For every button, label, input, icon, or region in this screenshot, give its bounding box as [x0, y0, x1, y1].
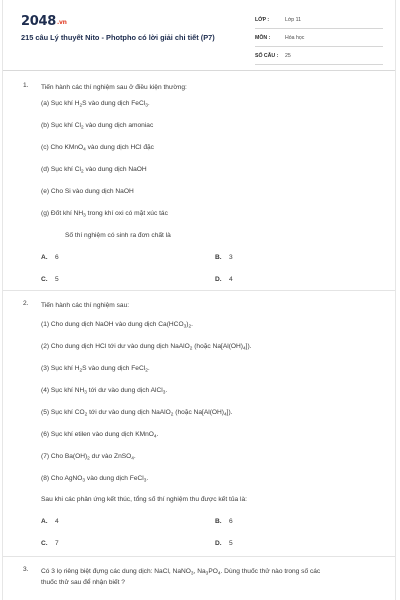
header-divider: [3, 70, 395, 71]
statement-e: (e) Cho Si vào dung dịch NaOH: [41, 188, 134, 195]
document-header: [21, 14, 383, 66]
question-prompt: Sau khi các phản ứng kết thúc, tổng số thí nghiệm thu được kết tủa là:: [41, 496, 247, 503]
question-2: [23, 300, 383, 550]
statement-c: (c) Cho KMnO$_4$ vào dung dịch HCl đặc: [41, 144, 154, 153]
statement-g: (g) Đốt khí $NH_3$ trong khí oxi có mặt xúc tác: [41, 210, 168, 219]
question-number: 3.: [23, 566, 29, 573]
statement-8: (8) Cho AgNO$_3$ vào dung dịch FeCl$_3$.: [41, 475, 149, 484]
option-b[interactable]: B. 6: [215, 518, 233, 525]
document-title: 215 câu Lý thuyết Nito - Photpho có lời giải chi tiết (P7): [21, 33, 215, 42]
meta-count-row: [255, 50, 383, 65]
statement-d: (d) Sục khí $Cl_2$ vào dung dịch NaOH: [41, 166, 147, 175]
question-3: [23, 566, 383, 596]
statement-7: (7) Cho $Ba(OH)_2$ dư vào ZnSO$_4$.: [41, 453, 136, 462]
meta-count-value: 25: [285, 53, 291, 59]
statement-5: (5) Sục khí $CO_2$ tới dư vào dung dịch NaAlO$_2$ (hoặc $Na[Al(OH)_4]$).: [41, 409, 233, 418]
statement-b: (b) Sục khí $Cl_2$ vào dung dịch amoniac: [41, 122, 154, 131]
question-stem: Có 3 lọ riêng biệt đựng các dung dịch: NaCl, NaNO$_3$, $Na_3PO_4$. Dùng thuốc thử nào trong số các thuốc thử sau để nhận biết ?: [41, 568, 321, 586]
statement-2: (2) Cho dung dịch HCl tới dư vào dung dịch NaAlO$_2$ (hoặc $Na[Al(OH)_4]$).: [41, 343, 252, 352]
statement-6: (6) Sục khí etilen vào dung dịch KMnO$_4$.: [41, 431, 159, 440]
meta-class-row: [255, 14, 383, 29]
question-number: 2.: [23, 300, 29, 307]
meta-class-label: LỚP :: [255, 17, 270, 23]
question-number: 1.: [23, 82, 29, 89]
question-stem: Tiến hành các thí nghiệm sau:: [41, 302, 130, 309]
site-logo[interactable]: [21, 14, 67, 29]
question-1: [23, 82, 383, 292]
question-divider: [3, 556, 395, 557]
option-c[interactable]: C. 7: [41, 540, 59, 547]
question-stem: Tiến hành các thí nghiệm sau ở điều kiện thường:: [41, 84, 187, 91]
question-divider: [3, 290, 395, 291]
logo-tld: .vn: [56, 19, 67, 26]
statement-4: (4) Sục khí $NH_3$ tới dư vào dung dịch AlCl$_3$.: [41, 387, 168, 396]
option-d[interactable]: D. 5: [215, 540, 233, 547]
option-a[interactable]: A. 6: [41, 254, 59, 261]
meta-subject-value: Hóa học: [285, 35, 305, 41]
document-meta: [255, 14, 383, 68]
option-d[interactable]: D. 4: [215, 276, 233, 283]
document-page: [2, 0, 396, 600]
meta-subject-row: [255, 32, 383, 47]
meta-class-value: Lớp 11: [285, 17, 301, 23]
question-prompt: Số thí nghiệm có sinh ra đơn chất là: [65, 232, 171, 239]
option-a[interactable]: A. 4: [41, 518, 59, 525]
option-b[interactable]: B. 3: [215, 254, 233, 261]
meta-subject-label: MÔN :: [255, 35, 271, 41]
statement-1: (1) Cho dung dịch NaOH vào dung dịch $Ca(HCO_3)_2$.: [41, 321, 193, 330]
option-c[interactable]: C. 5: [41, 276, 59, 283]
meta-count-label: SỐ CÂU :: [255, 53, 279, 59]
logo-text: 2048: [21, 14, 56, 29]
statement-3: (3) Sục khí $H_2S$ vào dung dịch FeCl$_2$.: [41, 365, 150, 374]
statement-a: (a) Sục khí $H_2S$ vào dung dịch FeCl$_3$.: [41, 100, 150, 109]
